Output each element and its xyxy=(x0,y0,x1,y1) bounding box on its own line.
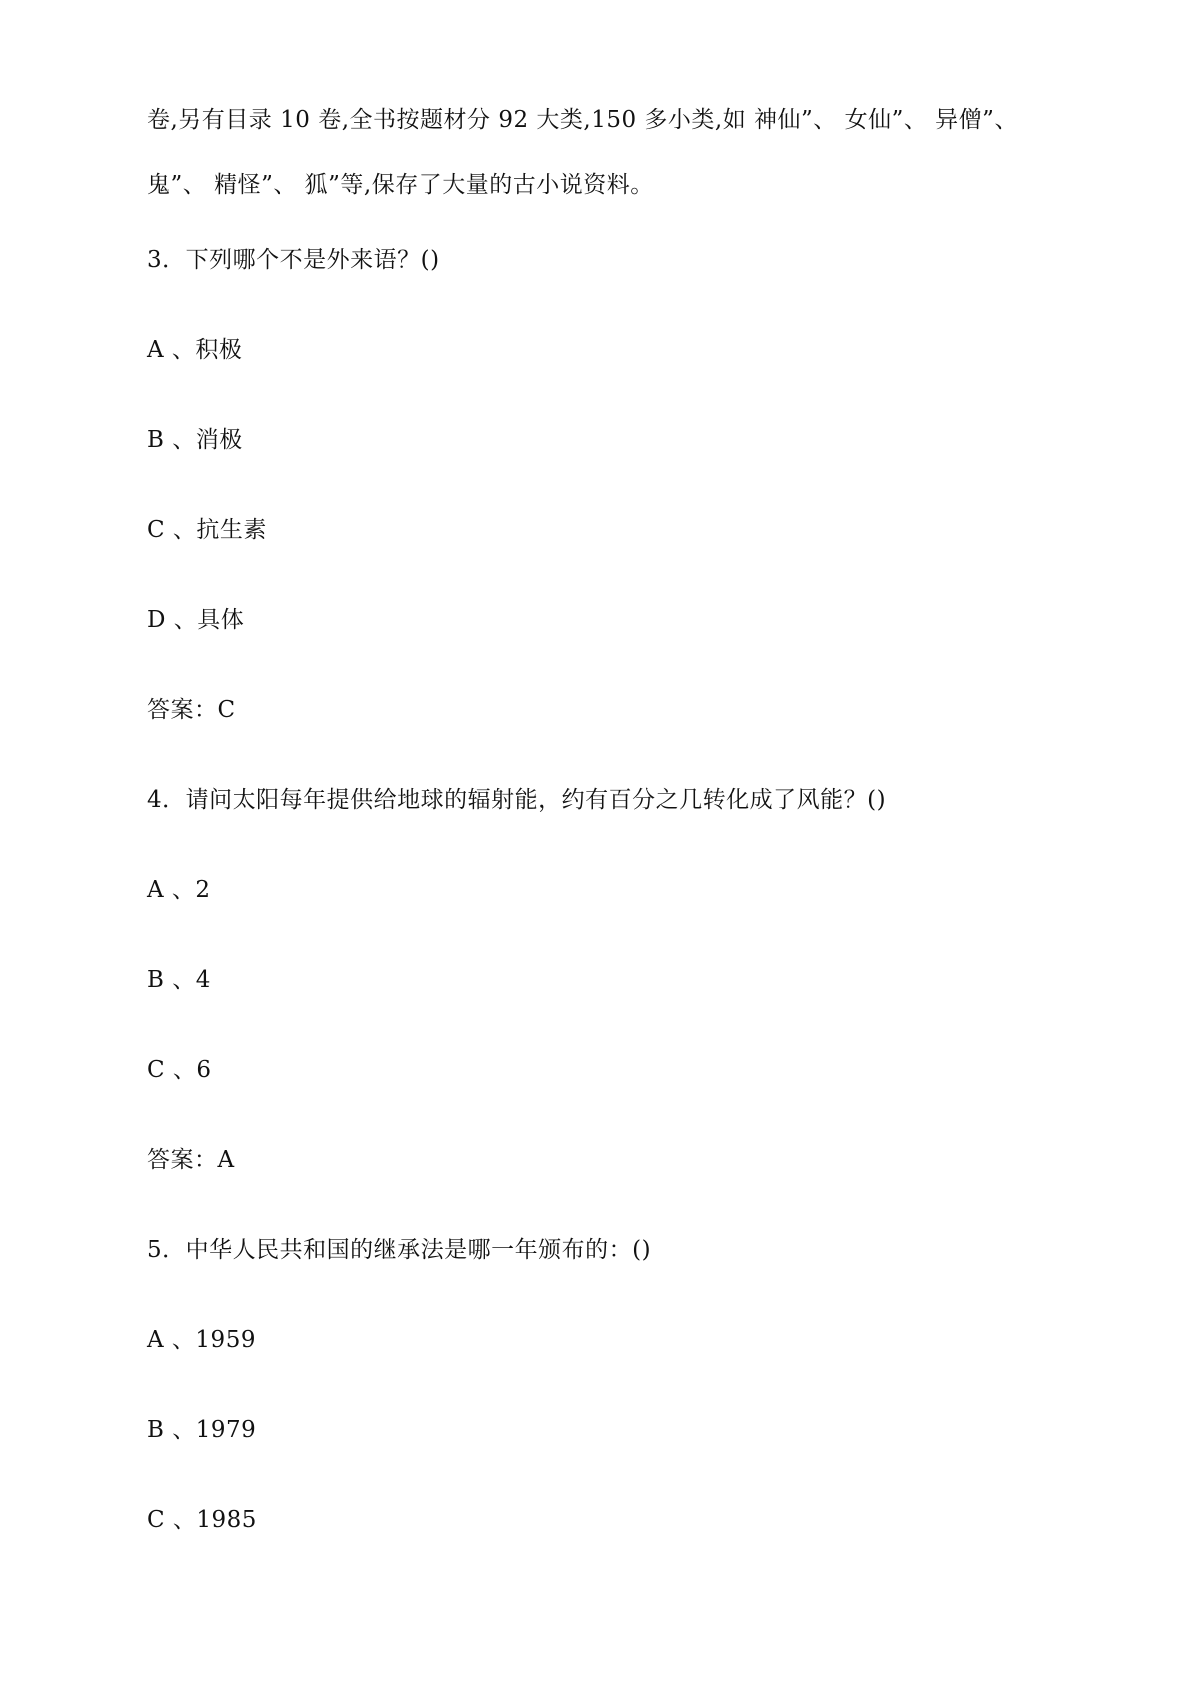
question-4-stem: 4．请问太阳每年提供给地球的辐射能，约有百分之几转化成了风能？() xyxy=(147,787,887,813)
intro-text-line-2: 鬼”、 精怪”、 狐”等,保存了大量的古小说资料。 xyxy=(147,172,654,198)
question-3-option-d: D 、具体 xyxy=(147,607,245,633)
question-4-option-b: B 、4 xyxy=(147,967,211,993)
question-3-answer: 答案：C xyxy=(147,697,236,723)
question-5-option-c: C 、1985 xyxy=(147,1507,257,1533)
question-3-stem: 3．下列哪个不是外来语？() xyxy=(147,247,440,273)
question-4-answer: 答案：A xyxy=(147,1147,235,1173)
question-5-stem: 5．中华人民共和国的继承法是哪一年颁布的：() xyxy=(147,1237,652,1263)
question-3-option-c: C 、抗生素 xyxy=(147,517,267,543)
question-4-option-c: C 、6 xyxy=(147,1057,212,1083)
question-4-option-a: A 、2 xyxy=(147,877,211,903)
question-5-option-a: A 、1959 xyxy=(147,1327,256,1353)
intro-text-line-1: 卷,另有目录 10 卷,全书按题材分 92 大类,150 多小类,如 神仙”、 女仙”、 异僧”、 xyxy=(147,107,1018,133)
question-3-option-a: A 、积极 xyxy=(147,337,243,363)
question-3-option-b: B 、消极 xyxy=(147,427,243,453)
question-5-option-b: B 、1979 xyxy=(147,1417,257,1443)
